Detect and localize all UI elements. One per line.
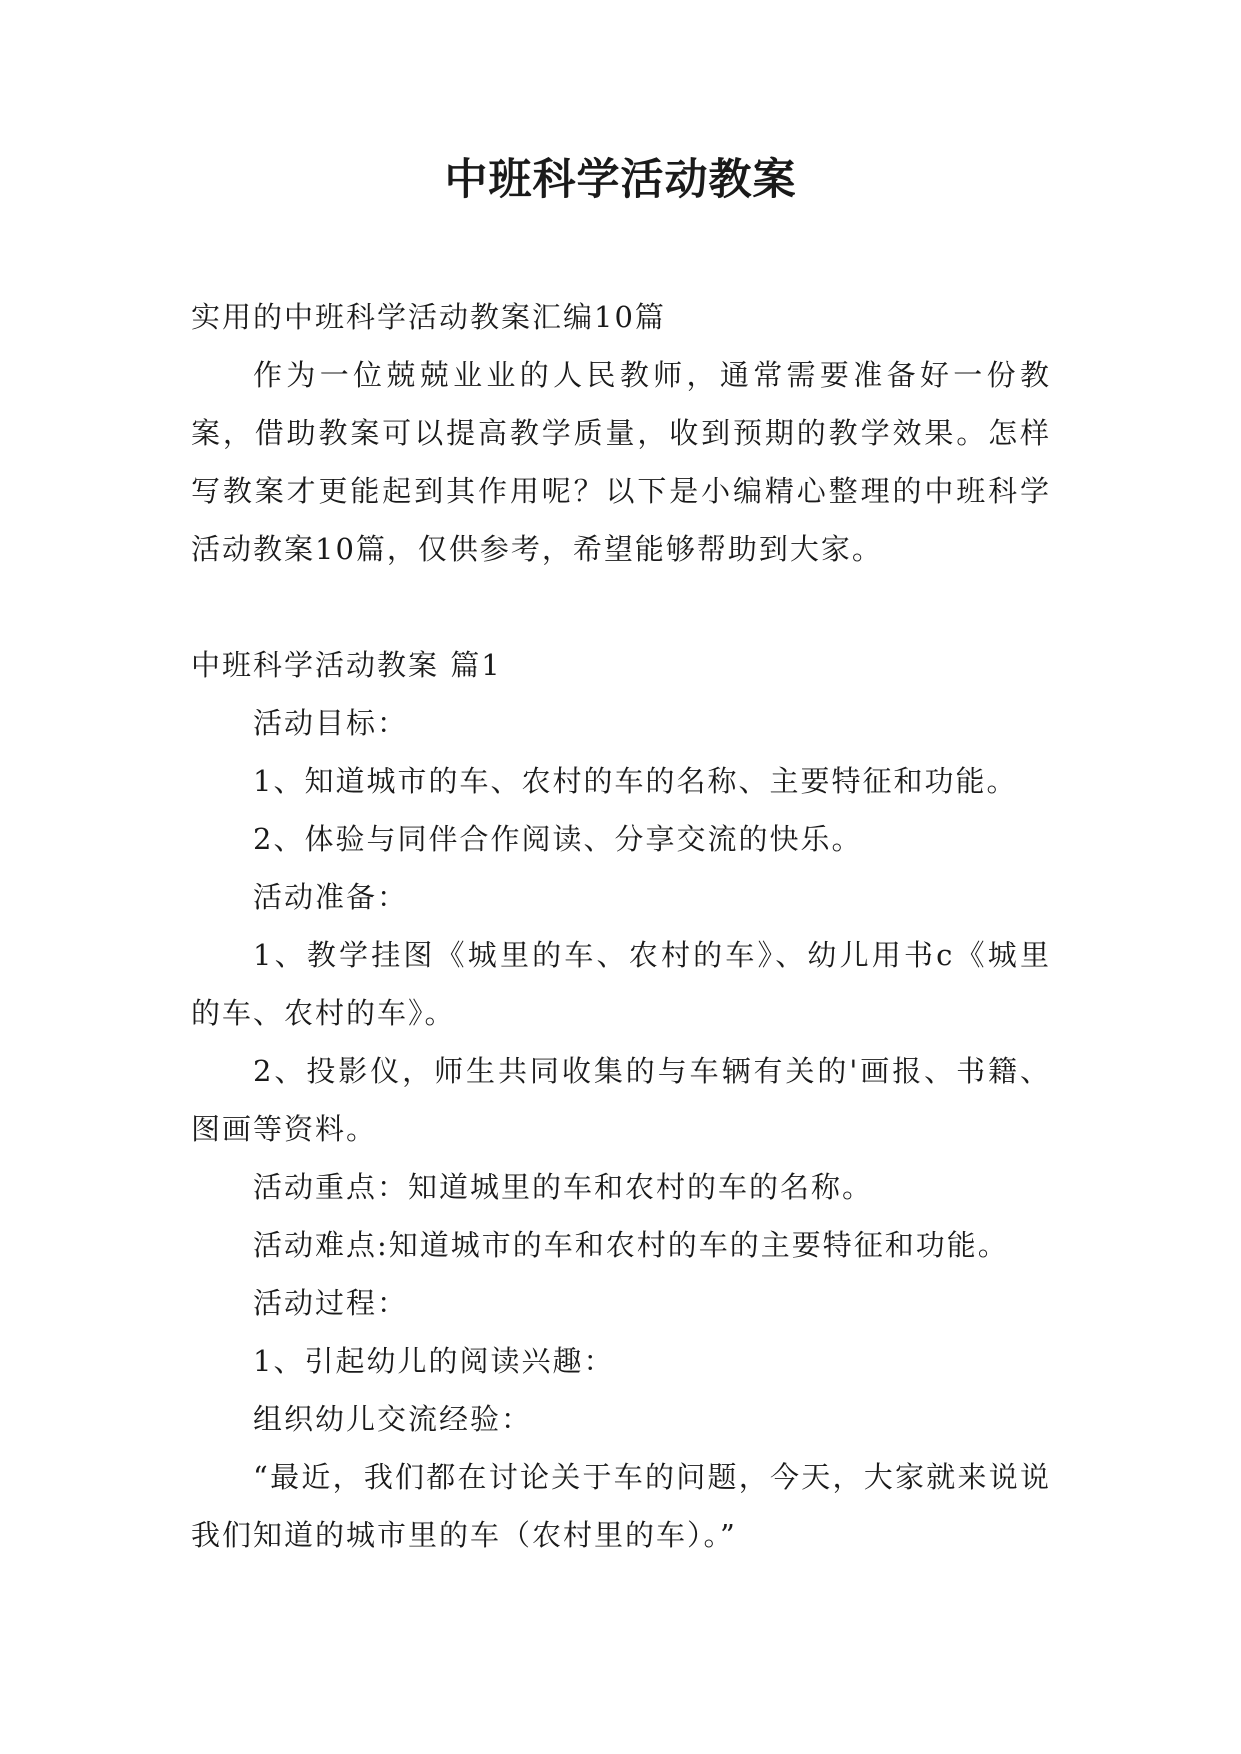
prep-label: 活动准备： [253, 880, 409, 914]
difficulty-point: 活动难点:知道城市的车和农村的车的主要特征和功能。 [253, 1228, 1009, 1262]
intro-paragraph: 作为一位兢兢业业的人民教师，通常需要准备好一份教案，借助教案可以提高教学质量，收到预期的教学效果。怎样写教案才更能起到其作用呢？以下是小编精心整理的中班科学活动教案10篇，仅供参考，希望能够帮助到大家。 [191, 358, 1051, 566]
process-step-1: 1、引起幼儿的阅读兴趣： [253, 1344, 615, 1378]
quote-paragraph: “最近，我们都在讨论关于车的问题，今天，大家就来说说我们知道的城市里的车（农村里的车）。” [191, 1460, 1051, 1552]
goal-item-1: 1、知道城市的车、农村的车的名称、主要特征和功能。 [253, 764, 1018, 798]
goal-label: 活动目标： [253, 706, 409, 740]
key-point: 活动重点：知道城里的车和农村的车的名称。 [253, 1170, 874, 1204]
section-heading: 中班科学活动教案 篇1 [191, 648, 502, 682]
process-step-1-sub: 组织幼儿交流经验： [253, 1402, 533, 1436]
section-spacer [191, 578, 1051, 636]
document-body [191, 288, 1051, 1564]
page-title: 中班科学活动教案 [444, 155, 797, 205]
process-label: 活动过程： [253, 1286, 409, 1320]
goal-item-2: 2、体验与同伴合作阅读、分享交流的快乐。 [253, 822, 863, 856]
prep-item-2: 2、投影仪，师生共同收集的与车辆有关的'画报、书籍、图画等资料。 [191, 1054, 1051, 1146]
document-subtitle: 实用的中班科学活动教案汇编10篇 [191, 300, 666, 334]
prep-item-1: 1、教学挂图《城里的车、农村的车》、幼儿用书c《城里的车、农村的车》。 [191, 938, 1051, 1030]
